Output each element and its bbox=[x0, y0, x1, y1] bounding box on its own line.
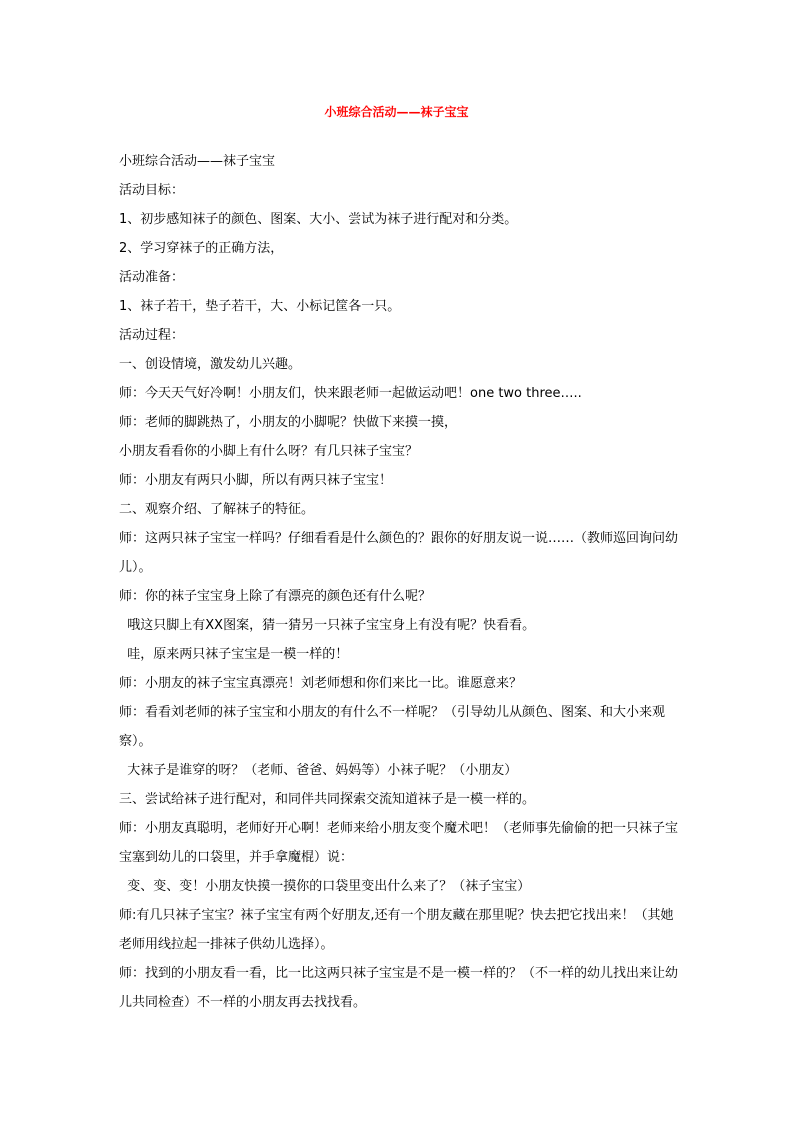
paragraph: 哇，原来两只袜子宝宝是一模一样的！ bbox=[119, 647, 349, 662]
paragraph: 师:有几只袜子宝宝？袜子宝宝有两个好朋友,还有一个朋友藏在那里呢？快去把它找出来！（其她老师用线拉起一排袜子供幼儿选择）。 bbox=[119, 908, 674, 952]
paragraph: 师：今天天气好冷啊！小朋友们，快来跟老师一起做运动吧！one two three….. bbox=[119, 386, 582, 401]
paragraph: 三、尝试给袜子进行配对，和同伴共同探索交流知道袜子是一模一样的。 bbox=[119, 792, 536, 807]
paragraph: 活动目标： bbox=[119, 183, 185, 198]
paragraph: 师：这两只袜子宝宝一样吗？仔细看看是什么颜色的？跟你的好朋友说一说……（教师巡回询问幼儿）。 bbox=[119, 531, 679, 575]
paragraph: 师：老师的脚跳热了，小朋友的小脚呢？快做下来摸一摸， bbox=[119, 415, 458, 430]
paragraph: 活动过程： bbox=[119, 328, 185, 343]
paragraph: 2、学习穿袜子的正确方法， bbox=[119, 241, 284, 256]
paragraph: 师：小朋友有两只小脚，所以有两只袜子宝宝！ bbox=[119, 473, 393, 488]
paragraph: 一、创设情境，激发幼儿兴趣。 bbox=[119, 357, 302, 372]
paragraph: 1、袜子若干，垫子若干，大、小标记筐各一只。 bbox=[119, 299, 401, 314]
paragraph: 师：你的袜子宝宝身上除了有漂亮的颜色还有什么呢？ bbox=[119, 589, 432, 604]
paragraph: 小班综合活动——袜子宝宝 bbox=[119, 154, 276, 169]
document-title: 小班综合活动——袜子宝宝 bbox=[324, 105, 469, 119]
paragraph: 变、变、变！小朋友快摸一摸你的口袋里变出什么来了？（袜子宝宝） bbox=[119, 879, 531, 894]
paragraph: 师：小朋友的袜子宝宝真漂亮！刘老师想和你们来比一比。谁愿意来？ bbox=[119, 676, 523, 691]
paragraph: 1、初步感知袜子的颜色、图案、大小、尝试为袜子进行配对和分类。 bbox=[119, 212, 518, 227]
paragraph: 师：小朋友真聪明，老师好开心啊！老师来给小朋友变个魔术吧！（老师事先偷偷的把一只袜子宝宝塞到幼儿的口袋里，并手拿魔棍）说： bbox=[119, 821, 679, 865]
paragraph: 大袜子是谁穿的呀？（老师、爸爸、妈妈等）小袜子呢？（小朋友） bbox=[119, 763, 518, 778]
paragraph: 师：看看刘老师的袜子宝宝和小朋友的有什么不一样呢？（引导幼儿从颜色、图案、和大小来观察）。 bbox=[119, 705, 666, 749]
paragraph: 小朋友看看你的小脚上有什么呀？有几只袜子宝宝？ bbox=[119, 444, 419, 459]
paragraph: 二、观察介绍、了解袜子的特征。 bbox=[119, 502, 315, 517]
paragraph: 哦这只脚上有XX图案，猜一猜另一只袜子宝宝身上有没有呢？快看看。 bbox=[119, 618, 536, 633]
paragraph: 师：找到的小朋友看一看，比一比这两只袜子宝宝是不是一模一样的？（不一样的幼儿找出来让幼儿共同检查）不一样的小朋友再去找找看。 bbox=[119, 966, 679, 1010]
paragraph: 活动准备： bbox=[119, 270, 185, 285]
document-body bbox=[119, 147, 679, 1017]
